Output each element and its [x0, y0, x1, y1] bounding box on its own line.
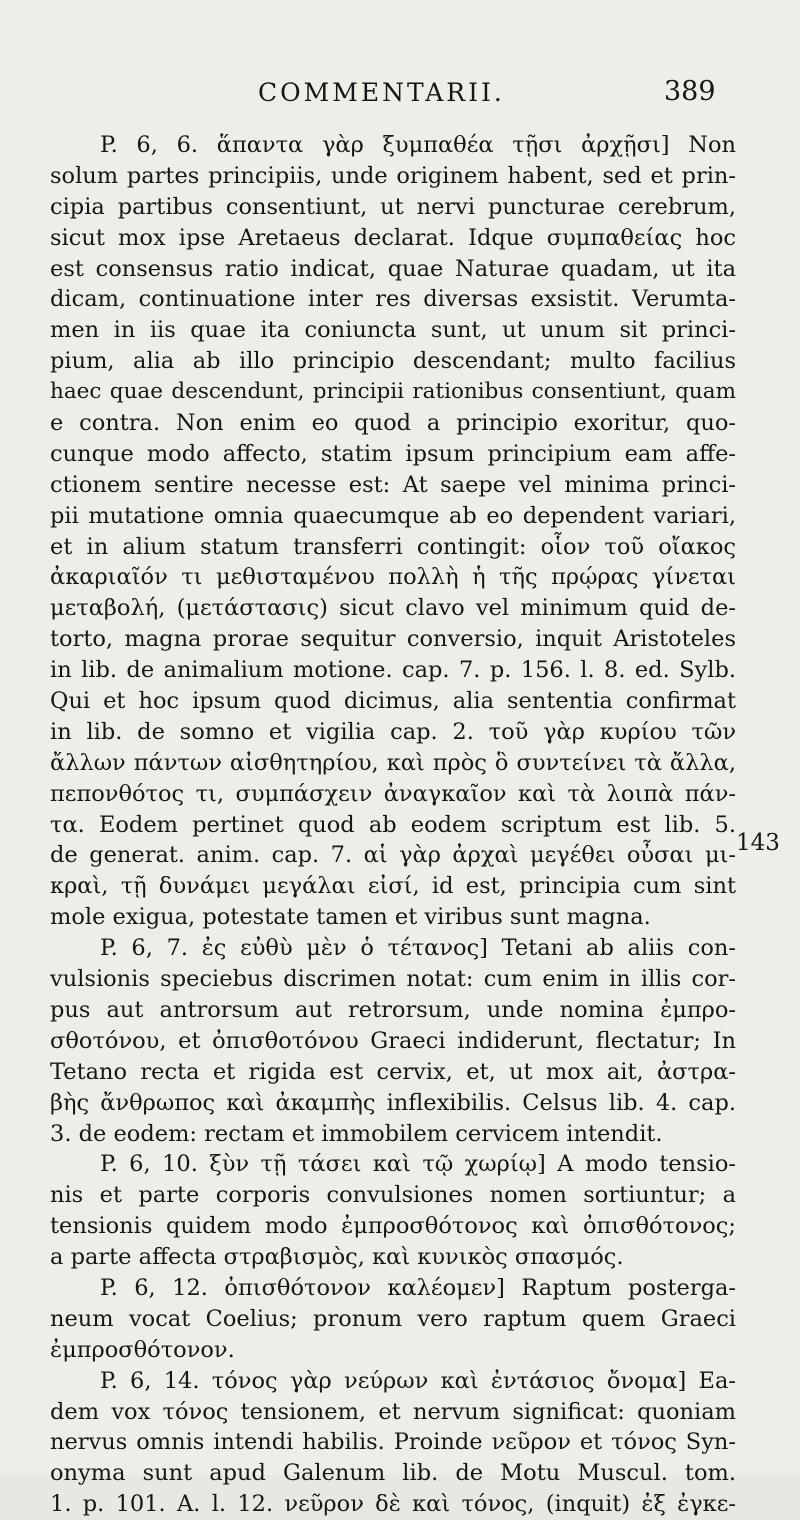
- text-line: neum vocat Coelius; pronum vero raptum quem Graeci: [50, 1305, 736, 1332]
- text-line: nis et parte corporis convulsiones nomen sortiuntur; a: [50, 1182, 736, 1209]
- commentary-text: [50, 130, 736, 1520]
- text-line: P. 6, 7. ἐς εὐθὺ μὲν ὁ τέτανος] Tetani ab aliis con-: [100, 935, 736, 962]
- text-line: Tetano recta et rigida est cervix, et, ut mox ait, ἀστρα-: [50, 1058, 736, 1085]
- text-line: μεταβολή, (μετάστασις) sicut clavo vel minimum quid de-: [50, 595, 736, 622]
- text-line: e contra. Non enim eo quod a principio exoritur, quo-: [50, 410, 736, 437]
- text-line: onyma sunt apud Galenum lib. de Motu Muscul. tom.: [50, 1460, 736, 1487]
- text-line: pium, alia ab illo principio descendant; multo facilius: [50, 348, 736, 375]
- text-line: τα. Eodem pertinet quod ab eodem scriptum est lib. 5.: [50, 811, 736, 838]
- text-line: ἀκαριαῖόν τι μεθισταμένου πολλὴ ἡ τῆς πρῴρας γίνεται: [50, 564, 736, 591]
- page-header: [0, 78, 800, 118]
- page-number: 389: [664, 76, 716, 107]
- text-line: Qui et hoc ipsum quod dicimus, alia sententia confirmat: [50, 688, 736, 715]
- text-line: cipia partibus consentiunt, ut nervi puncturae cerebrum,: [50, 193, 736, 220]
- text-line: P. 6, 12. ὀπισθότονον καλέομεν] Raptum posterga-: [100, 1274, 736, 1301]
- text-line: torto, magna prorae sequitur conversio, inquit Aristoteles: [50, 626, 736, 653]
- margin-reference-number: 143: [736, 830, 780, 856]
- text-line: ἐμπροσθότονον.: [50, 1336, 235, 1363]
- text-line: P. 6, 14. τόνος γὰρ νεύρων καὶ ἐντάσιος ὄνομα] Ea-: [100, 1367, 736, 1394]
- text-line: κραὶ, τῇ δυνάμει μεγάλαι εἰσί, id est, principia cum sint: [50, 873, 736, 900]
- text-line: dem vox τόνος tensionem, et nervum significat: quoniam: [50, 1398, 736, 1425]
- text-line: sicut mox ipse Aretaeus declarat. Idque συμπαθείας hoc: [50, 224, 736, 251]
- text-line: cunque modo affecto, statim ipsum principium eam affe-: [50, 440, 736, 467]
- text-line: πεπονθότος τι, συμπάσχειν ἀναγκαῖον καὶ τὰ λοιπὰ πάν-: [50, 780, 736, 807]
- running-head: COMMENTARII.: [258, 78, 505, 107]
- text-line: ἄλλων πάντων αἰσθητηρίου, καὶ πρὸς ὃ συντείνει τὰ ἄλλα,: [50, 749, 736, 776]
- text-line: haec quae descendunt, principii rationibus consentiunt, quam: [50, 379, 736, 405]
- text-line: nervus omnis intendi habilis. Proinde νεῦρον et τόνος Syn-: [50, 1429, 736, 1456]
- text-line: pus aut antrorsum aut retrorsum, unde nomina ἐμπρο-: [50, 996, 736, 1023]
- text-line: 1. p. 101. A. l. 12. νεῦρον δὲ καὶ τόνος, (inquit) ἐξ ἐγκε-: [50, 1491, 736, 1518]
- text-line: de generat. anim. cap. 7. αἱ γὰρ ἀρχαὶ μεγέθει οὖσαι μι-: [50, 842, 736, 869]
- text-line: a parte affecta στραβισμὸς, καὶ κυνικὸς σπασμός.: [50, 1244, 624, 1271]
- text-line: et in alium statum transferri contingit: οἷον τοῦ οἴακος: [50, 533, 736, 560]
- text-line: vulsionis speciebus discrimen notat: cum enim in illis cor-: [50, 966, 736, 993]
- text-line: 3. de eodem: rectam et immobilem cervicem intendit.: [50, 1120, 663, 1147]
- text-line: P. 6, 6. ἅπαντα γὰρ ξυμπαθέα τῇσι ἀρχῇσι] Non: [100, 132, 736, 158]
- text-line: ctionem sentire necesse est: At saepe vel minima princi-: [50, 471, 736, 498]
- text-line: in lib. de somno et vigilia cap. 2. τοῦ γὰρ κυρίου τῶν: [50, 718, 736, 745]
- text-line: solum partes principiis, unde originem habent, sed et prin-: [50, 162, 736, 189]
- text-line: in lib. de animalium motione. cap. 7. p. 156. l. 8. ed. Sylb.: [50, 657, 736, 684]
- text-line: mole exigua, potestate tamen et viribus sunt magna.: [50, 904, 651, 931]
- text-line: βὴς ἄνθρωπος καὶ ἀκαμπὴς inflexibilis. Celsus lib. 4. cap.: [50, 1089, 736, 1116]
- text-line: σθοτόνου, et ὀπισθοτόνου Graeci indiderunt, flectatur; In: [50, 1027, 736, 1054]
- text-line: est consensus ratio indicat, quae Naturae quadam, ut ita: [50, 255, 736, 282]
- text-line: dicam, continuatione inter res diversas exsistit. Verumta-: [50, 286, 736, 313]
- text-line: P. 6, 10. ξὺν τῇ τάσει καὶ τῷ χωρίῳ] A modo tensio-: [100, 1151, 736, 1178]
- text-line: tensionis quidem modo ἐμπροσθότονος καὶ ὀπισθότονος;: [50, 1213, 736, 1240]
- text-line: men in iis quae ita coniuncta sunt, ut unum sit princi-: [50, 317, 736, 344]
- text-line: pii mutatione omnia quaecumque ab eo dependent variari,: [50, 502, 736, 529]
